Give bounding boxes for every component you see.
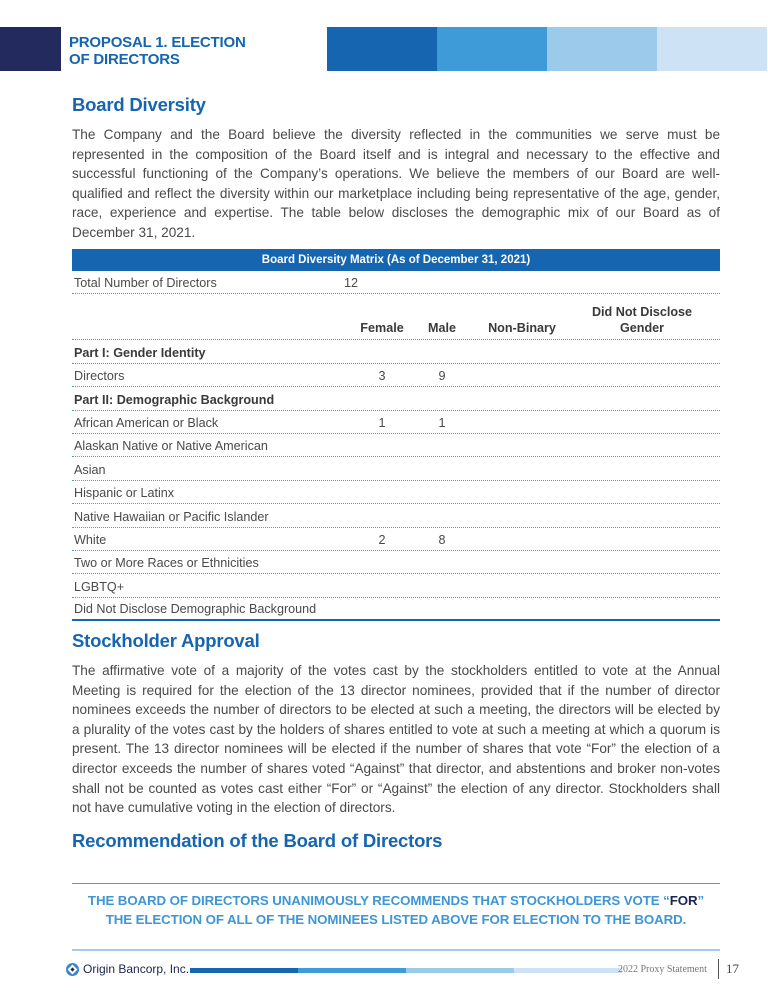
total-directors-row bbox=[72, 271, 720, 294]
recommendation-for: FOR bbox=[669, 893, 698, 908]
table-row bbox=[72, 574, 720, 597]
stockholder-approval-paragraph: The affirmative vote of a majority of the votes cast by the stockholders entitled to vote at the Annual Meeting is required for the election of the 13 director nominees, provided that if the number of director nominees exceeds the number of directors to be elected at such a meeting, the directors will be elected by a plurality of the votes cast by the holders of shares entitled to vote at such a meeting at which a quorum is present. The 13 director nominees will be elected if the number of shares that vote “For” the election of a director exceeds the number of shares voted “Against” that director, and abstentions and broker non-votes shall not be counted as votes cast either “For” or “Against” the election of any director. Stockholders shall not have cumulative voting in the election of directors. bbox=[72, 663, 720, 816]
page-footer bbox=[66, 961, 756, 979]
header-bar-1 bbox=[327, 27, 437, 71]
header-navy-block bbox=[0, 27, 61, 71]
recommendation-box bbox=[72, 883, 720, 951]
table-row bbox=[72, 598, 720, 621]
header-bar-2 bbox=[437, 27, 547, 71]
recommendation-text-part2: ” THE ELECTION OF ALL OF THE NOMINEES LISTED ABOVE FOR ELECTION TO THE BOARD. bbox=[105, 893, 705, 927]
table-row bbox=[72, 504, 720, 527]
header-color-bars bbox=[327, 27, 767, 71]
male-value: 8 bbox=[438, 532, 446, 547]
table-row bbox=[72, 411, 720, 434]
header-bar-3 bbox=[547, 27, 657, 71]
footer-bar-3 bbox=[406, 968, 514, 973]
footer-color-bars bbox=[190, 968, 622, 973]
table-row bbox=[72, 528, 720, 551]
section-title-line1: PROPOSAL 1. ELECTION bbox=[69, 34, 246, 51]
board-diversity-heading: Board Diversity bbox=[72, 94, 206, 115]
table-row bbox=[72, 364, 720, 387]
column-header-row bbox=[72, 294, 720, 340]
stockholder-approval-heading: Stockholder Approval bbox=[72, 630, 260, 651]
row-label: African American or Black bbox=[74, 415, 219, 430]
recommendation-text-part1: THE BOARD OF DIRECTORS UNANIMOUSLY RECOMMENDS THAT STOCKHOLDERS VOTE “ bbox=[87, 893, 670, 908]
row-label: Hispanic or Latinx bbox=[74, 486, 175, 501]
female-value: 2 bbox=[378, 532, 386, 547]
table-row bbox=[72, 481, 720, 504]
recommendation-heading: Recommendation of the Board of Directors bbox=[72, 830, 443, 851]
row-label: Did Not Disclose Demographic Background bbox=[74, 602, 317, 617]
board-diversity-matrix bbox=[72, 249, 720, 621]
col-dnd-line2: Gender bbox=[619, 321, 665, 336]
col-female: Female bbox=[360, 321, 404, 336]
male-value: 9 bbox=[438, 369, 446, 384]
row-label: LGBTQ+ bbox=[74, 579, 125, 594]
male-value: 1 bbox=[438, 415, 446, 430]
page-number: 17 bbox=[726, 961, 739, 976]
footer-document-name: 2022 Proxy Statement bbox=[618, 964, 707, 975]
table-row bbox=[72, 551, 720, 574]
header-bar-4 bbox=[657, 27, 767, 71]
row-label: White bbox=[74, 532, 107, 547]
part1-heading-row bbox=[72, 340, 720, 363]
row-label: Alaskan Native or Native American bbox=[74, 439, 268, 454]
footer-bar-2 bbox=[298, 968, 406, 973]
part2-label: Part II: Demographic Background bbox=[74, 392, 275, 407]
board-diversity-paragraph: The Company and the Board believe the diversity reflected in the communities we serve must be represented in the composition of the Board itself and is integral and necessary to the effective and successful functioning of the Company’s operations. We believe the members of our Board are well-qualified and reflect the diversity within our marketplace including being representative of the age, gender, race, experience and expertise. The table below discloses the demographic mix of our Board as of December 31, 2021. bbox=[72, 127, 720, 240]
section-title-line2: OF DIRECTORS bbox=[69, 51, 180, 68]
total-directors-label: Total Number of Directors bbox=[74, 276, 217, 291]
col-did-not-disclose bbox=[577, 304, 707, 336]
footer-bar-4 bbox=[514, 968, 622, 973]
section-title bbox=[69, 34, 246, 68]
part1-label: Part I: Gender Identity bbox=[74, 345, 206, 360]
origin-bancorp-logo-icon bbox=[66, 963, 79, 976]
footer-company-name: Origin Bancorp, Inc. bbox=[83, 962, 190, 976]
col-dnd-line1: Did Not Disclose bbox=[591, 305, 693, 320]
recommendation-text bbox=[72, 892, 720, 929]
col-non-binary: Non-Binary bbox=[488, 321, 556, 336]
table-row bbox=[72, 434, 720, 457]
col-male: Male bbox=[428, 321, 456, 336]
female-value: 3 bbox=[378, 369, 386, 384]
female-value: 1 bbox=[378, 415, 386, 430]
row-label: Two or More Races or Ethnicities bbox=[74, 556, 259, 571]
footer-bar-1 bbox=[190, 968, 298, 973]
total-directors-value: 12 bbox=[344, 276, 359, 291]
part2-heading-row bbox=[72, 387, 720, 410]
row-label: Directors bbox=[74, 369, 125, 384]
row-label: Native Hawaiian or Pacific Islander bbox=[74, 509, 269, 524]
table-row bbox=[72, 457, 720, 480]
matrix-title: Board Diversity Matrix (As of December 31, 2021) bbox=[72, 249, 720, 271]
footer-separator bbox=[718, 959, 719, 979]
row-label: Asian bbox=[74, 462, 106, 477]
